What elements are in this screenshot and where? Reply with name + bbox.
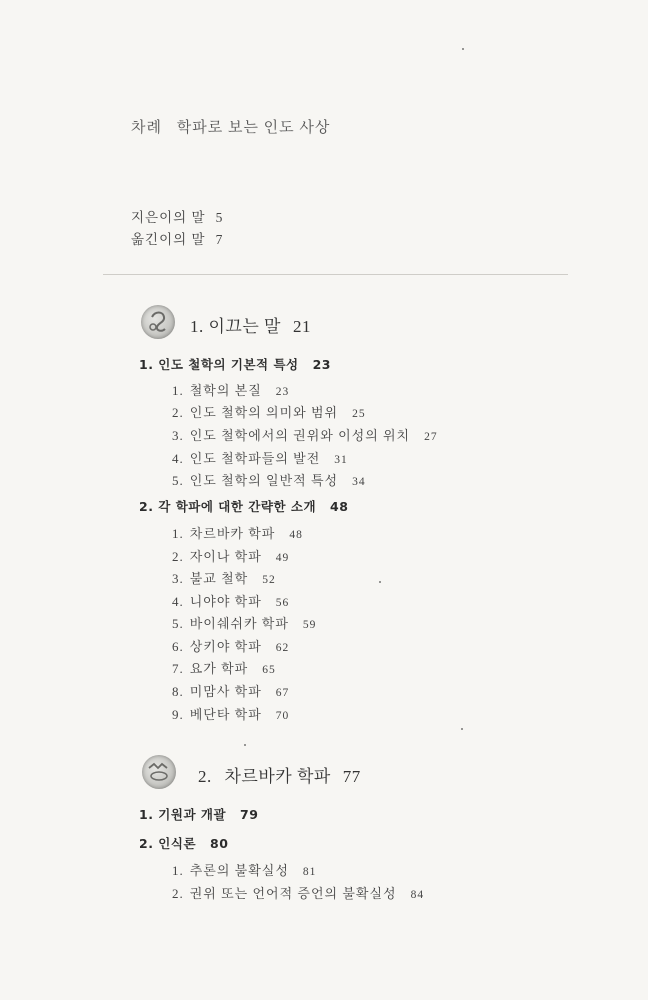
item-page: 52 [262,574,276,586]
item-title: 니야야 학파 [189,594,262,609]
item-page: 65 [262,664,276,676]
item-title: 인도 철학의 의미와 범위 [189,405,339,420]
toc-item[interactable] [172,613,316,632]
item-number: 4. [172,451,184,466]
item-page: 62 [275,642,290,654]
entry-page: 5 [215,210,224,225]
scan-speck [244,744,246,746]
item-number: 3. [172,428,184,443]
item-page: 56 [275,597,290,609]
toc-item[interactable] [172,883,424,902]
toc-item[interactable] [172,704,289,723]
item-number: 2. [172,405,184,420]
section-heading[interactable] [139,805,258,823]
part-number: 1. [190,317,204,336]
item-number: 4. [172,594,184,609]
part-heading[interactable] [190,312,311,337]
toc-item[interactable] [172,568,276,587]
section-page: 79 [240,807,259,822]
section-page: 80 [210,836,229,851]
item-number: 5. [172,473,184,488]
item-number: 5. [172,616,184,631]
part-title: 이끄는 말 [208,317,281,336]
item-title: 인도 철학에서의 권위와 이성의 위치 [189,428,411,443]
item-page: 81 [302,866,317,878]
toc-item[interactable] [172,425,438,444]
item-title: 자이나 학파 [189,549,262,564]
item-page: 49 [275,552,290,564]
item-number: 2. [172,886,184,901]
item-title: 인도 철학파들의 발전 [189,451,321,466]
toc-item[interactable] [172,470,366,489]
section-heading[interactable] [139,834,228,852]
part-title: 차르바카 학파 [224,767,331,786]
section-title: 1. 기원과 개괄 [139,807,227,822]
toc-item[interactable] [172,591,289,610]
section-title: 1. 인도 철학의 기본적 특성 [139,357,299,372]
item-title: 권위 또는 언어적 증언의 불확실성 [189,886,397,901]
item-page: 59 [302,619,317,631]
toc-item[interactable] [172,546,289,565]
toc-item[interactable] [172,658,276,677]
item-number: 3. [172,571,184,586]
toc-item[interactable] [172,402,366,421]
part-page: 21 [292,317,311,336]
item-title: 상키야 학파 [189,639,262,654]
toc-item[interactable] [172,380,289,399]
item-page: 25 [352,408,366,420]
item-page: 84 [410,889,425,901]
section-title: 2. 각 학파에 대한 간략한 소개 [139,499,317,514]
toc-item[interactable] [172,860,316,879]
scan-speck [461,728,463,730]
item-page: 27 [424,431,438,443]
item-number: 6. [172,639,184,654]
toc-item[interactable] [172,681,289,700]
item-title: 바이쉐쉬카 학파 [189,616,289,631]
item-page: 67 [275,687,290,699]
item-title: 철학의 본질 [189,383,262,398]
scan-speck [462,48,464,50]
section-title: 2. 인식론 [139,836,197,851]
item-number: 1. [172,526,184,541]
item-title: 차르바카 학파 [189,526,276,541]
item-title: 인도 철학의 일반적 특성 [189,473,339,488]
entry-title: 옮긴이의 말 [131,232,206,247]
item-page: 34 [352,476,366,488]
item-number: 1. [172,383,184,398]
part-number: 2. [198,767,212,786]
front-matter-entry[interactable] [131,228,223,248]
item-page: 70 [275,710,290,722]
entry-title: 지은이의 말 [131,210,206,225]
divider [103,274,568,275]
item-number: 1. [172,863,184,878]
item-page: 23 [275,386,290,398]
toc-label: 차례 [131,120,162,136]
item-title: 불교 철학 [189,571,249,586]
item-number: 8. [172,684,184,699]
item-page: 48 [289,529,303,541]
book-title: 학파로 보는 인도 사상 [176,120,331,136]
item-number: 2. [172,549,184,564]
coin-emblem-icon [142,755,176,789]
item-title: 요가 학파 [189,661,249,676]
section-page: 23 [312,357,332,372]
part-heading[interactable] [198,762,361,787]
front-matter-entry[interactable] [131,206,223,226]
item-number: 9. [172,707,184,722]
item-title: 미맘사 학파 [189,684,262,699]
toc-header [131,116,330,137]
scan-speck [379,581,381,583]
section-heading[interactable] [139,355,331,373]
item-title: 베단타 학파 [189,707,262,722]
toc-item[interactable] [172,448,348,467]
part-page: 77 [342,767,361,786]
toc-item[interactable] [172,523,303,542]
section-page: 48 [330,499,349,514]
toc-item[interactable] [172,636,289,655]
item-title: 추론의 불확실성 [189,863,289,878]
section-heading[interactable] [139,497,348,515]
entry-page: 7 [215,232,224,247]
item-page: 31 [334,454,348,466]
item-number: 7. [172,661,184,676]
coin-emblem-icon [141,305,175,339]
